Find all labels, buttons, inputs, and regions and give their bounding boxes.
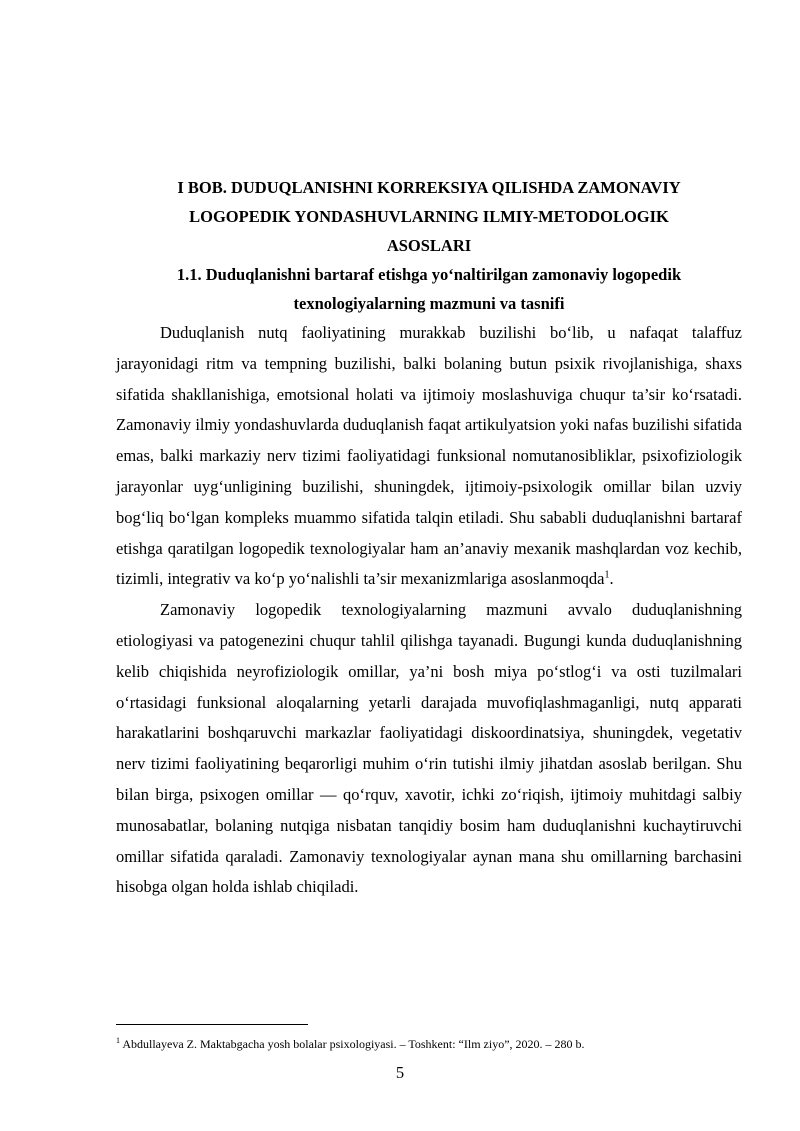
- paragraph-1: Duduqlanish nutq faoliyatining murakkab buzilishi bo‘lib, u nafaqat talaffuz jarayonidagi ritm va tempning buzilishi, balki bolaning butun psixik rivojlanishiga, shaxs sifatida shakllanishiga, emotsional holati va ijtimoiy moslashuviga chuqur ta’sir ko‘rsatadi. Zamonaviy ilmiy yondashuvlarda duduqlanish faqat artikulyatsion yoki nafas buzilishi sifatida emas, balki markaziy nerv tizimi faoliyatidagi funksional nomutanosibliklar, psixofiziologik jarayonlar uyg‘unligining buzilishi, shuningdek, ijtimoiy-psixologik omillar bilan uzviy bog‘liq bo‘lgan kompleks muammo sifatida talqin etiladi. Shu sababli duduqlanishni bartaraf etishga qaratilgan logopedik texnologiyalar ham an’anaviy mexanik mashqlardan voz kechib, tizimli, integrativ va ko‘p yo‘nalishli ta’sir mexanizmlariga asoslanmoqda$^1$.: [116, 323, 742, 589]
- page-body: [116, 173, 742, 903]
- footnote: [116, 1036, 742, 1052]
- page-number: 5: [395, 1063, 405, 1082]
- section-heading: [116, 260, 742, 318]
- chapter-heading: [116, 173, 742, 260]
- chapter-title-line-1: I BOB. DUDUQLANISHNI KORREKSIYA QILISHDA ZAMONAVIY: [177, 178, 681, 197]
- paragraph-1-text: Duduqlanish nutq faoliyatining murakkab buzilishi bo‘lib, u nafaqat talaffuz jarayonidagi ritm va tempning buzilishi, balki bolaning butun psixik rivojlanishiga, shaxs sifatida shakllanishiga, emotsional holati va ijtimoiy moslashuviga chuqur ta’sir ko‘rsatadi. Zamonaviy ilmiy yondashuvlarda duduqlanish faqat artikulyatsion yoki nafas buzilishi sifatida emas, balki markaziy nerv tizimi faoliyatidagi funksional nomutanosibliklar, psixofiziologik jarayonlar uyg‘unligining buzilishi, shuningdek, ijtimoiy-psixologik omillar bilan uzviy bog‘liq bo‘lgan kompleks muammo sifatida talqin etiladi. Shu sababli duduqlanishni bartaraf etishga qaratilgan logopedik texnologiyalar ham an’anaviy mexanik mashqlardan voz kechib, tizimli, integrativ va ko‘p yo‘nalishli ta’sir mexanizmlariga asoslanmoqda: [116, 323, 742, 589]
- footnote-reference[interactable]: 1: [604, 569, 610, 581]
- paragraph-2: Zamonaviy logopedik texnologiyalarning mazmuni avvalo duduqlanishning etiologiyasi va patogenezini chuqur tahlil qilishga tayanadi. Bugungi kunda duduqlanishning kelib chiqishida neyrofiziologik omillar, ya’ni bosh miya po‘stlog‘i va osti tuzilmalari o‘rtasidagi funksional aloqalarning yetarli darajada muvofiqlashmaganligi, nutq apparati harakatlarini boshqaruvchi markazlar faoliyatidagi diskoordinatsiya, shuningdek, vegetativ nerv tizimi faoliyatining beqarorligi muhim o‘rin tutishi ilmiy jihatdan asoslab berilgan. Shu bilan birga, psixogen omillar — qo‘rquv, xavotir, ichki zo‘riqish, ijtimoiy muhitdagi salbiy munosabatlar, bolaning nutqiga nisbatan tanqidiy bosim ham duduqlanishni kuchaytiruvchi omillar sifatida qaraladi. Zamonaviy texnologiyalar aynan mana shu omillarning barchasini hisobga olgan holda ishlab chiqiladi.: [116, 600, 742, 897]
- footnote-divider: [116, 1024, 308, 1025]
- chapter-title-line-2: LOGOPEDIK YONDASHUVLARNING ILMIY-METODOLOGIK: [189, 207, 669, 226]
- footnote-text: Abdullayeva Z. Maktabgacha yosh bolalar psixologiyasi. – Toshkent: “Ilm ziyo”, 2020. – 280 b.: [120, 1037, 585, 1051]
- section-title-line-1: 1.1. Duduqlanishni bartaraf etishga yo‘naltirilgan zamonaviy logopedik: [176, 265, 682, 284]
- section-title-line-2: texnologiyalarning mazmuni va tasnifi: [293, 294, 565, 313]
- chapter-title-line-3: ASOSLARI: [386, 236, 472, 255]
- footnote-number: 1: [116, 1036, 120, 1045]
